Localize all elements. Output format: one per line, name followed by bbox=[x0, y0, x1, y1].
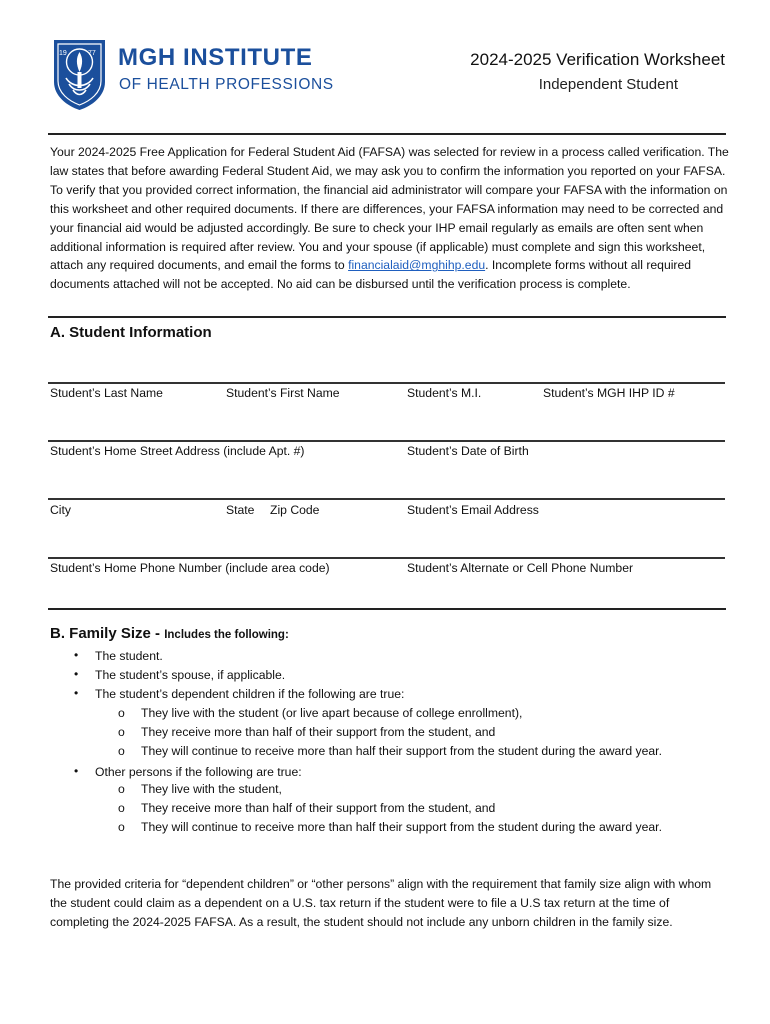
other-condition-2: They receive more than half of their support from the student, and bbox=[141, 801, 496, 815]
bullet-marker: • bbox=[74, 667, 79, 681]
sub-bullet-marker: o bbox=[118, 706, 125, 720]
section-b-subheading: Includes the following: bbox=[164, 629, 289, 641]
address-label: Student’s Home Street Address (include Apt. #) bbox=[50, 444, 305, 458]
family-bullet-student: The student. bbox=[95, 649, 163, 663]
worksheet-title: 2024-2025 Verification Worksheet bbox=[470, 50, 725, 69]
dob-label: Student’s Date of Birth bbox=[407, 444, 529, 458]
seal-year-left: 19 bbox=[59, 50, 67, 57]
closing-paragraph: The provided criteria for “dependent children” or “other persons” align with the requirement that family size align with whom the student could claim as a dependent on a U.S. tax return if the student were to file a U.S tax return at the time of completing the 2024-2025 FAFSA. As a result, the student should not include any unborn children in the family size. bbox=[50, 877, 712, 929]
family-bullet-spouse: The student’s spouse, if applicable. bbox=[95, 668, 286, 682]
bullet-marker: • bbox=[74, 764, 79, 778]
email-label: Student’s Email Address bbox=[407, 503, 539, 517]
sub-bullet-marker: o bbox=[118, 782, 125, 796]
zip-label: Zip Code bbox=[270, 503, 320, 517]
section-b-divider bbox=[48, 608, 726, 610]
family-bullet-other: Other persons if the following are true: bbox=[95, 765, 302, 779]
seal-year-right: 77 bbox=[88, 50, 96, 57]
address-row-line[interactable] bbox=[48, 440, 725, 442]
student-id-label: Student’s MGH IHP ID # bbox=[543, 386, 675, 400]
sub-bullet-marker: o bbox=[118, 744, 125, 758]
intro-paragraph: Your 2024-2025 Free Application for Federal Student Aid (FAFSA) was selected for review in a process called verification. The law states that before awarding Federal Student Aid, we may ask you to confirm the information you reported on your FAFSA. To verify that you provided correct information, the financial aid administrator will compare your FAFSA with the information on this worksheet and other required documents. If there are differences, your FAFSA information may need to be corrected and your financial aid would be adjusted accordingly. Be sure to check your IHP email regularly as emails are often sent when additional information is required after review. You and your spouse (if applicable) must complete and sign this worksheet, attach any required documents, and email the forms to financialaid@mghihp.edu. Incomplete forms without all required documents attached will not be accepted. No aid can be disbursed until the verification process is complete. bbox=[50, 145, 729, 292]
children-condition-1: They live with the student (or live apart because of college enrollment), bbox=[141, 706, 523, 720]
city-label: City bbox=[50, 503, 71, 517]
financial-aid-email-link[interactable]: financialaid@mghihp.edu bbox=[348, 258, 486, 273]
state-label: State bbox=[226, 503, 255, 517]
sub-bullet-marker: o bbox=[118, 820, 125, 834]
worksheet-subtitle: Independent Student bbox=[538, 76, 678, 93]
sub-bullet-marker: o bbox=[118, 801, 125, 815]
children-condition-3: They will continue to receive more than half their support from the student during the award year. bbox=[141, 744, 662, 758]
section-b-heading: B. Family Size - Includes the following: bbox=[50, 625, 289, 642]
bullet-marker: • bbox=[74, 648, 79, 662]
header-divider bbox=[48, 133, 726, 135]
name-row-line[interactable] bbox=[48, 382, 725, 384]
home-phone-label: Student’s Home Phone Number (include area code) bbox=[50, 561, 330, 575]
section-a-heading: A. Student Information bbox=[50, 324, 212, 341]
first-name-label: Student’s First Name bbox=[226, 386, 340, 400]
phone-row-line[interactable] bbox=[48, 557, 725, 559]
children-condition-2: They receive more than half of their support from the student, and bbox=[141, 725, 496, 739]
family-bullet-children: The student’s dependent children if the following are true: bbox=[95, 687, 405, 701]
institute-name: MGH INSTITUTE bbox=[118, 44, 313, 71]
institute-subname: OF HEALTH PROFESSIONS bbox=[119, 76, 334, 93]
alt-phone-label: Student’s Alternate or Cell Phone Number bbox=[407, 561, 634, 575]
city-row-line[interactable] bbox=[48, 498, 725, 500]
other-condition-3: They will continue to receive more than half their support from the student during the award year. bbox=[141, 820, 662, 834]
sub-bullet-marker: o bbox=[118, 725, 125, 739]
section-a-divider bbox=[48, 316, 726, 318]
bullet-marker: • bbox=[74, 686, 79, 700]
last-name-label: Student’s Last Name bbox=[50, 386, 163, 400]
other-condition-1: They live with the student, bbox=[141, 782, 282, 796]
mi-label: Student’s M.I. bbox=[407, 386, 482, 400]
